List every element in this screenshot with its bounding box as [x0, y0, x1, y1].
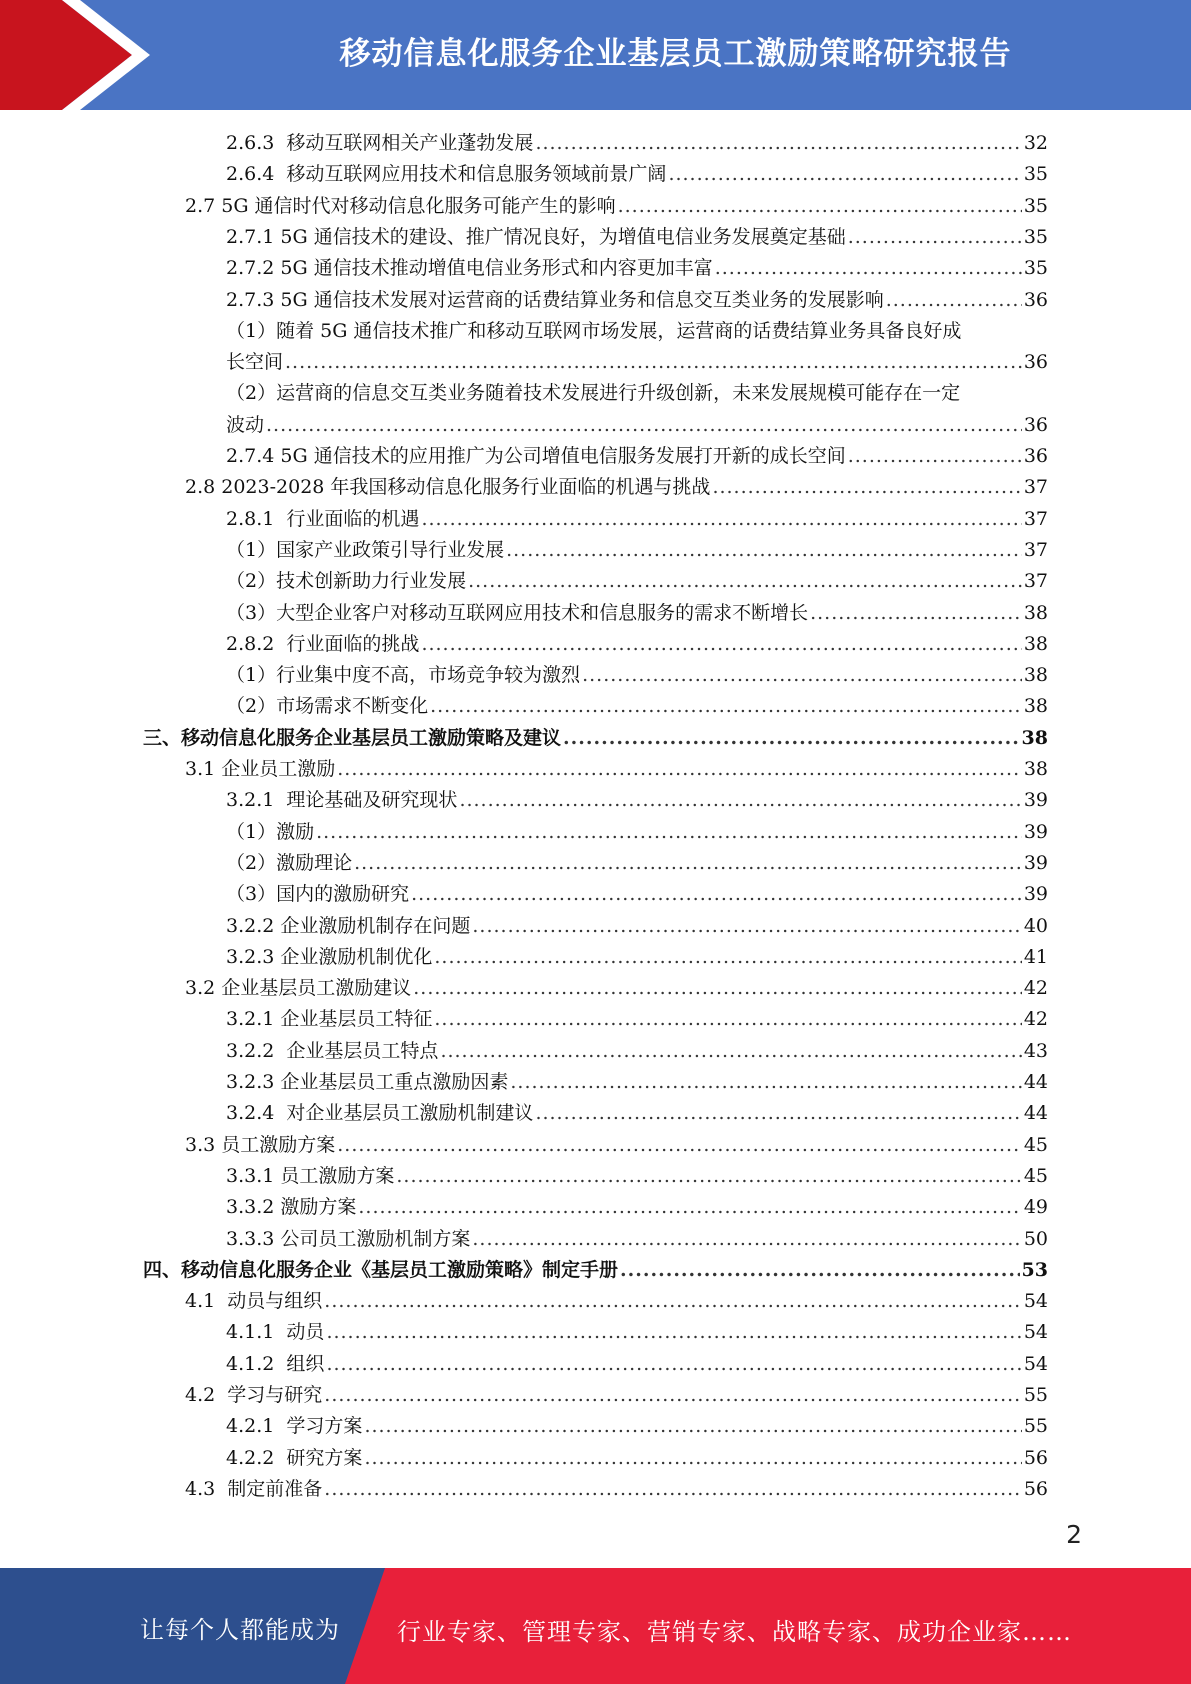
toc-entry-page: 38: [1023, 601, 1048, 624]
toc-entry[interactable]: [226, 1036, 1048, 1067]
toc-leader-dots: [668, 159, 1021, 190]
toc-entry-page: 40: [1023, 914, 1048, 937]
toc-leader-dots: [337, 754, 1022, 785]
toc-leader-dots: [326, 1349, 1021, 1380]
toc-entry[interactable]: [226, 1004, 1048, 1035]
toc-entry-title: 3.2.3 企业激励机制优化: [226, 945, 433, 968]
toc-entry-title: （1）激励: [226, 820, 315, 843]
toc-leader-dots: [535, 128, 1021, 159]
toc-leader-dots: [510, 1067, 1021, 1098]
toc-entry-page: 36: [1023, 351, 1048, 374]
toc-entry-page: 37: [1023, 538, 1048, 561]
toc-entry[interactable]: [226, 253, 1048, 284]
toc-leader-dots: [324, 1286, 1022, 1317]
toc-entry[interactable]: [226, 1067, 1048, 1098]
toc-entry[interactable]: [226, 128, 1048, 159]
toc-entry-title: 长空间: [226, 351, 284, 374]
toc-entry[interactable]: [185, 1286, 1048, 1317]
toc-entry[interactable]: [226, 598, 1048, 629]
toc-entry-page: 35: [1023, 163, 1048, 186]
toc-entry-page: 32: [1023, 132, 1048, 154]
toc-leader-dots: [535, 1098, 1021, 1129]
toc-entry-page: 37: [1023, 570, 1048, 593]
toc-entry[interactable]: [185, 472, 1048, 503]
toc-leader-dots: [326, 1317, 1021, 1348]
toc-entry[interactable]: [226, 1443, 1048, 1474]
toc-entry[interactable]: [226, 441, 1048, 472]
toc-leader-dots: [434, 1004, 1021, 1035]
toc-entry[interactable]: [143, 1255, 1048, 1286]
toc-leader-dots: [421, 629, 1021, 660]
toc-entry-page: 39: [1023, 883, 1048, 906]
toc-entry-title: （1）行业集中度不高，市场竞争较为激烈: [226, 664, 581, 687]
toc-entry-page: 35: [1023, 225, 1048, 248]
toc-leader-dots: [472, 1224, 1021, 1255]
toc-entry-page: 56: [1023, 1446, 1048, 1469]
toc-entry-title: 3.2.1 企业基层员工特征: [226, 1008, 433, 1031]
toc-entry-page: 38: [1021, 726, 1048, 749]
toc-entry-title: 3.2.4 对企业基层员工激励机制建议: [226, 1102, 534, 1125]
toc-entry[interactable]: [226, 1317, 1048, 1348]
toc-entry-title: 3.3.1 员工激励方案: [226, 1164, 395, 1187]
toc-entry-page: 53: [1021, 1258, 1048, 1281]
toc-entry-page: 37: [1023, 507, 1048, 530]
toc-entry[interactable]: [226, 1224, 1048, 1255]
toc-entry[interactable]: [226, 347, 1048, 378]
toc-entry-page: 37: [1023, 476, 1048, 499]
toc-entry[interactable]: [226, 660, 1048, 691]
toc-entry-title: 2.7 5G 通信时代对移动信息化服务可能产生的影响: [185, 194, 616, 217]
toc-entry-title: 2.8.2 行业面临的挑战: [226, 632, 420, 655]
toc-entry-title: （2）技术创新助力行业发展: [226, 570, 467, 593]
toc-entry-page: 38: [1023, 632, 1048, 655]
toc-entry-page: 42: [1023, 1008, 1048, 1031]
toc-entry-title: （1）国家产业政策引导行业发展: [226, 538, 505, 561]
toc-leader-dots: [364, 1411, 1021, 1442]
toc-entry-title: 3.2 企业基层员工激励建议: [185, 977, 412, 1000]
footer-slogan-left: 让每个人都能成为: [140, 1616, 340, 1644]
toc-entry[interactable]: [226, 785, 1048, 816]
toc-entry[interactable]: [185, 1474, 1048, 1505]
toc-entry-page: 45: [1023, 1164, 1048, 1187]
toc-entry[interactable]: [226, 817, 1048, 848]
toc-entry[interactable]: [226, 504, 1048, 535]
toc-entry-title: 4.3 制定前准备: [185, 1477, 323, 1500]
toc-entry-title: （2）激励理论: [226, 851, 353, 874]
toc-entry-title: 2.8.1 行业面临的机遇: [226, 507, 420, 530]
toc-entry[interactable]: [226, 535, 1048, 566]
toc-leader-dots: [582, 660, 1022, 691]
toc-leader-dots: [434, 942, 1021, 973]
toc-entry-title: 4.2.1 学习方案: [226, 1415, 363, 1438]
toc-entry[interactable]: [185, 1380, 1048, 1411]
footer-slogan-right: 行业专家、管理专家、营销专家、战略专家、成功企业家……: [397, 1618, 1072, 1646]
page-number: 2: [1066, 1520, 1082, 1549]
toc-entry[interactable]: [226, 629, 1048, 660]
toc-leader-dots: [563, 723, 1020, 754]
toc-entry-page: 54: [1023, 1290, 1048, 1313]
toc-leader-dots: [316, 817, 1022, 848]
toc-entry-title: 2.7.4 5G 通信技术的应用推广为公司增值电信服务发展打开新的成长空间: [226, 445, 846, 467]
toc-entry[interactable]: [226, 159, 1048, 190]
toc-leader-dots: [396, 1161, 1021, 1192]
toc-entry-title: 2.6.3 移动互联网相关产业蓬勃发展: [226, 132, 534, 154]
toc-entry-page: 39: [1023, 789, 1048, 812]
toc-entry[interactable]: [226, 1192, 1048, 1223]
toc-entry-title: 3.2.1 理论基础及研究现状: [226, 789, 458, 812]
toc-entry-page: 39: [1023, 820, 1048, 843]
toc-entry[interactable]: [226, 691, 1048, 722]
toc-entry-page: 42: [1023, 977, 1048, 1000]
toc-entry-title: 3.2.3 企业基层员工重点激励因素: [226, 1071, 509, 1093]
toc-entry[interactable]: [226, 911, 1048, 942]
toc-entry-title: 3.2.2 企业激励机制存在问题: [226, 914, 471, 937]
toc-entry-title: 波动: [226, 413, 265, 436]
toc-leader-dots: [324, 1380, 1022, 1411]
toc-entry-title: 3.1 企业员工激励: [185, 758, 336, 780]
toc-leader-dots: [715, 253, 1022, 284]
toc-entry[interactable]: [226, 1098, 1048, 1129]
toc-leader-dots: [337, 1130, 1022, 1161]
toc-leader-dots: [413, 973, 1022, 1004]
toc-entry-title: 4.1 动员与组织: [185, 1290, 323, 1313]
toc-leader-dots: [712, 472, 1021, 503]
toc-entry-page: 35: [1023, 194, 1048, 217]
toc-leader-dots: [472, 911, 1021, 942]
toc-entry[interactable]: [185, 1130, 1048, 1161]
toc-entry-page: 54: [1023, 1352, 1048, 1375]
toc-leader-dots: [324, 1474, 1022, 1505]
toc-entry-title: 2.6.4 移动互联网应用技术和信息服务领域前景广阔: [226, 163, 667, 186]
toc-leader-dots: [459, 785, 1021, 816]
toc-leader-dots: [358, 1192, 1021, 1223]
toc-entry-page: 44: [1023, 1102, 1048, 1125]
toc-entry[interactable]: [226, 378, 1048, 409]
toc-entry-page: 38: [1023, 695, 1048, 718]
toc-entry-title: 3.2.2 企业基层员工特点: [226, 1039, 439, 1062]
toc-entry[interactable]: [226, 848, 1048, 879]
toc-leader-dots: [848, 441, 1022, 472]
toc-entry-page: 36: [1023, 413, 1048, 436]
toc-entry-page: 55: [1023, 1384, 1048, 1406]
toc-entry-page: 45: [1023, 1133, 1048, 1156]
toc-entry-title: 三、移动信息化服务企业基层员工激励策略及建议: [143, 726, 562, 749]
toc-entry[interactable]: [226, 566, 1048, 597]
report-title: 移动信息化服务企业基层员工激励策略研究报告: [339, 36, 1012, 72]
toc-entry-title: （2）运营商的信息交互类业务随着技术发展进行升级创新，未来发展规模可能存在一定: [226, 382, 961, 405]
toc-leader-dots: [620, 1255, 1020, 1286]
toc-leader-dots: [886, 285, 1022, 316]
toc-entry-title: 2.7.2 5G 通信技术推动增值电信业务形式和内容更加丰富: [226, 257, 713, 280]
toc-entry-page: 43: [1023, 1039, 1048, 1062]
toc-leader-dots: [430, 691, 1022, 722]
toc-entry-title: 4.2.2 研究方案: [226, 1446, 363, 1469]
toc-leader-dots: [364, 1443, 1021, 1474]
toc-entry[interactable]: [185, 973, 1048, 1004]
toc-entry[interactable]: [226, 879, 1048, 910]
toc-entry[interactable]: [226, 1411, 1048, 1442]
toc-entry-title: （3）国内的激励研究: [226, 883, 410, 906]
toc-entry[interactable]: [226, 316, 1048, 347]
toc-entry-page: 50: [1023, 1227, 1048, 1250]
toc-leader-dots: [506, 535, 1022, 566]
toc-entry-page: 38: [1023, 664, 1048, 687]
toc-entry-page: 36: [1023, 288, 1048, 311]
toc-entry-title: 4.2 学习与研究: [185, 1384, 323, 1406]
toc-entry-title: 四、移动信息化服务企业《基层员工激励策略》制定手册: [143, 1258, 619, 1281]
page-header: [0, 0, 1191, 110]
toc-entry[interactable]: [226, 942, 1048, 973]
toc-entry-title: （2）市场需求不断变化: [226, 695, 429, 718]
toc-entry-title: （1）随着 5G 通信技术推广和移动互联网市场发展，运营商的话费结算业务具备良好成: [226, 319, 962, 342]
toc-entry-page: 49: [1023, 1196, 1048, 1219]
toc-entry-page: 55: [1023, 1415, 1048, 1438]
toc-entry-title: 2.8 2023-2028 年我国移动信息化服务行业面临的机遇与挑战: [185, 476, 711, 499]
toc-entry-page: 41: [1023, 945, 1048, 968]
toc-entry-title: 2.7.1 5G 通信技术的建设、推广情况良好，为增值电信业务发展奠定基础: [226, 225, 846, 248]
toc-entry[interactable]: [226, 1161, 1048, 1192]
toc-entry[interactable]: [185, 191, 1048, 222]
toc-leader-dots: [354, 848, 1022, 879]
toc-leader-dots: [285, 347, 1022, 378]
toc-entry-page: 56: [1023, 1477, 1048, 1500]
toc-entry-title: 3.3 员工激励方案: [185, 1133, 336, 1156]
toc-entry[interactable]: [226, 222, 1048, 253]
toc-entry-title: 4.1.1 动员: [226, 1321, 325, 1344]
toc-entry-page: 36: [1023, 445, 1048, 467]
toc-entry[interactable]: [226, 410, 1048, 441]
toc-entry-page: 44: [1023, 1071, 1048, 1093]
toc-leader-dots: [848, 222, 1022, 253]
toc-leader-dots: [411, 879, 1022, 910]
toc-entry-title: 2.7.3 5G 通信技术发展对运营商的话费结算业务和信息交互类业务的发展影响: [226, 288, 884, 311]
toc-leader-dots: [266, 410, 1022, 441]
toc-entry[interactable]: [185, 754, 1048, 785]
toc-leader-dots: [468, 566, 1022, 597]
toc-leader-dots: [810, 598, 1022, 629]
page-footer: [0, 1568, 1191, 1684]
toc-entry-title: 3.3.2 激励方案: [226, 1196, 357, 1219]
toc-entry[interactable]: [143, 723, 1048, 754]
toc-entry-page: 35: [1023, 257, 1048, 280]
toc-entry[interactable]: [226, 285, 1048, 316]
toc-entry-title: （3）大型企业客户对移动互联网应用技术和信息服务的需求不断增长: [226, 601, 809, 624]
chevron-decoration-icon: [0, 0, 160, 110]
toc-entry-page: 39: [1023, 851, 1048, 874]
toc-leader-dots: [618, 191, 1022, 222]
toc-entry[interactable]: [226, 1349, 1048, 1380]
toc-entry-page: 38: [1023, 758, 1048, 780]
toc-entry-page: 54: [1023, 1321, 1048, 1344]
toc-leader-dots: [440, 1036, 1021, 1067]
toc-entry-title: 3.3.3 公司员工激励机制方案: [226, 1227, 471, 1250]
toc-leader-dots: [421, 504, 1021, 535]
toc-entry-title: 4.1.2 组织: [226, 1352, 325, 1375]
